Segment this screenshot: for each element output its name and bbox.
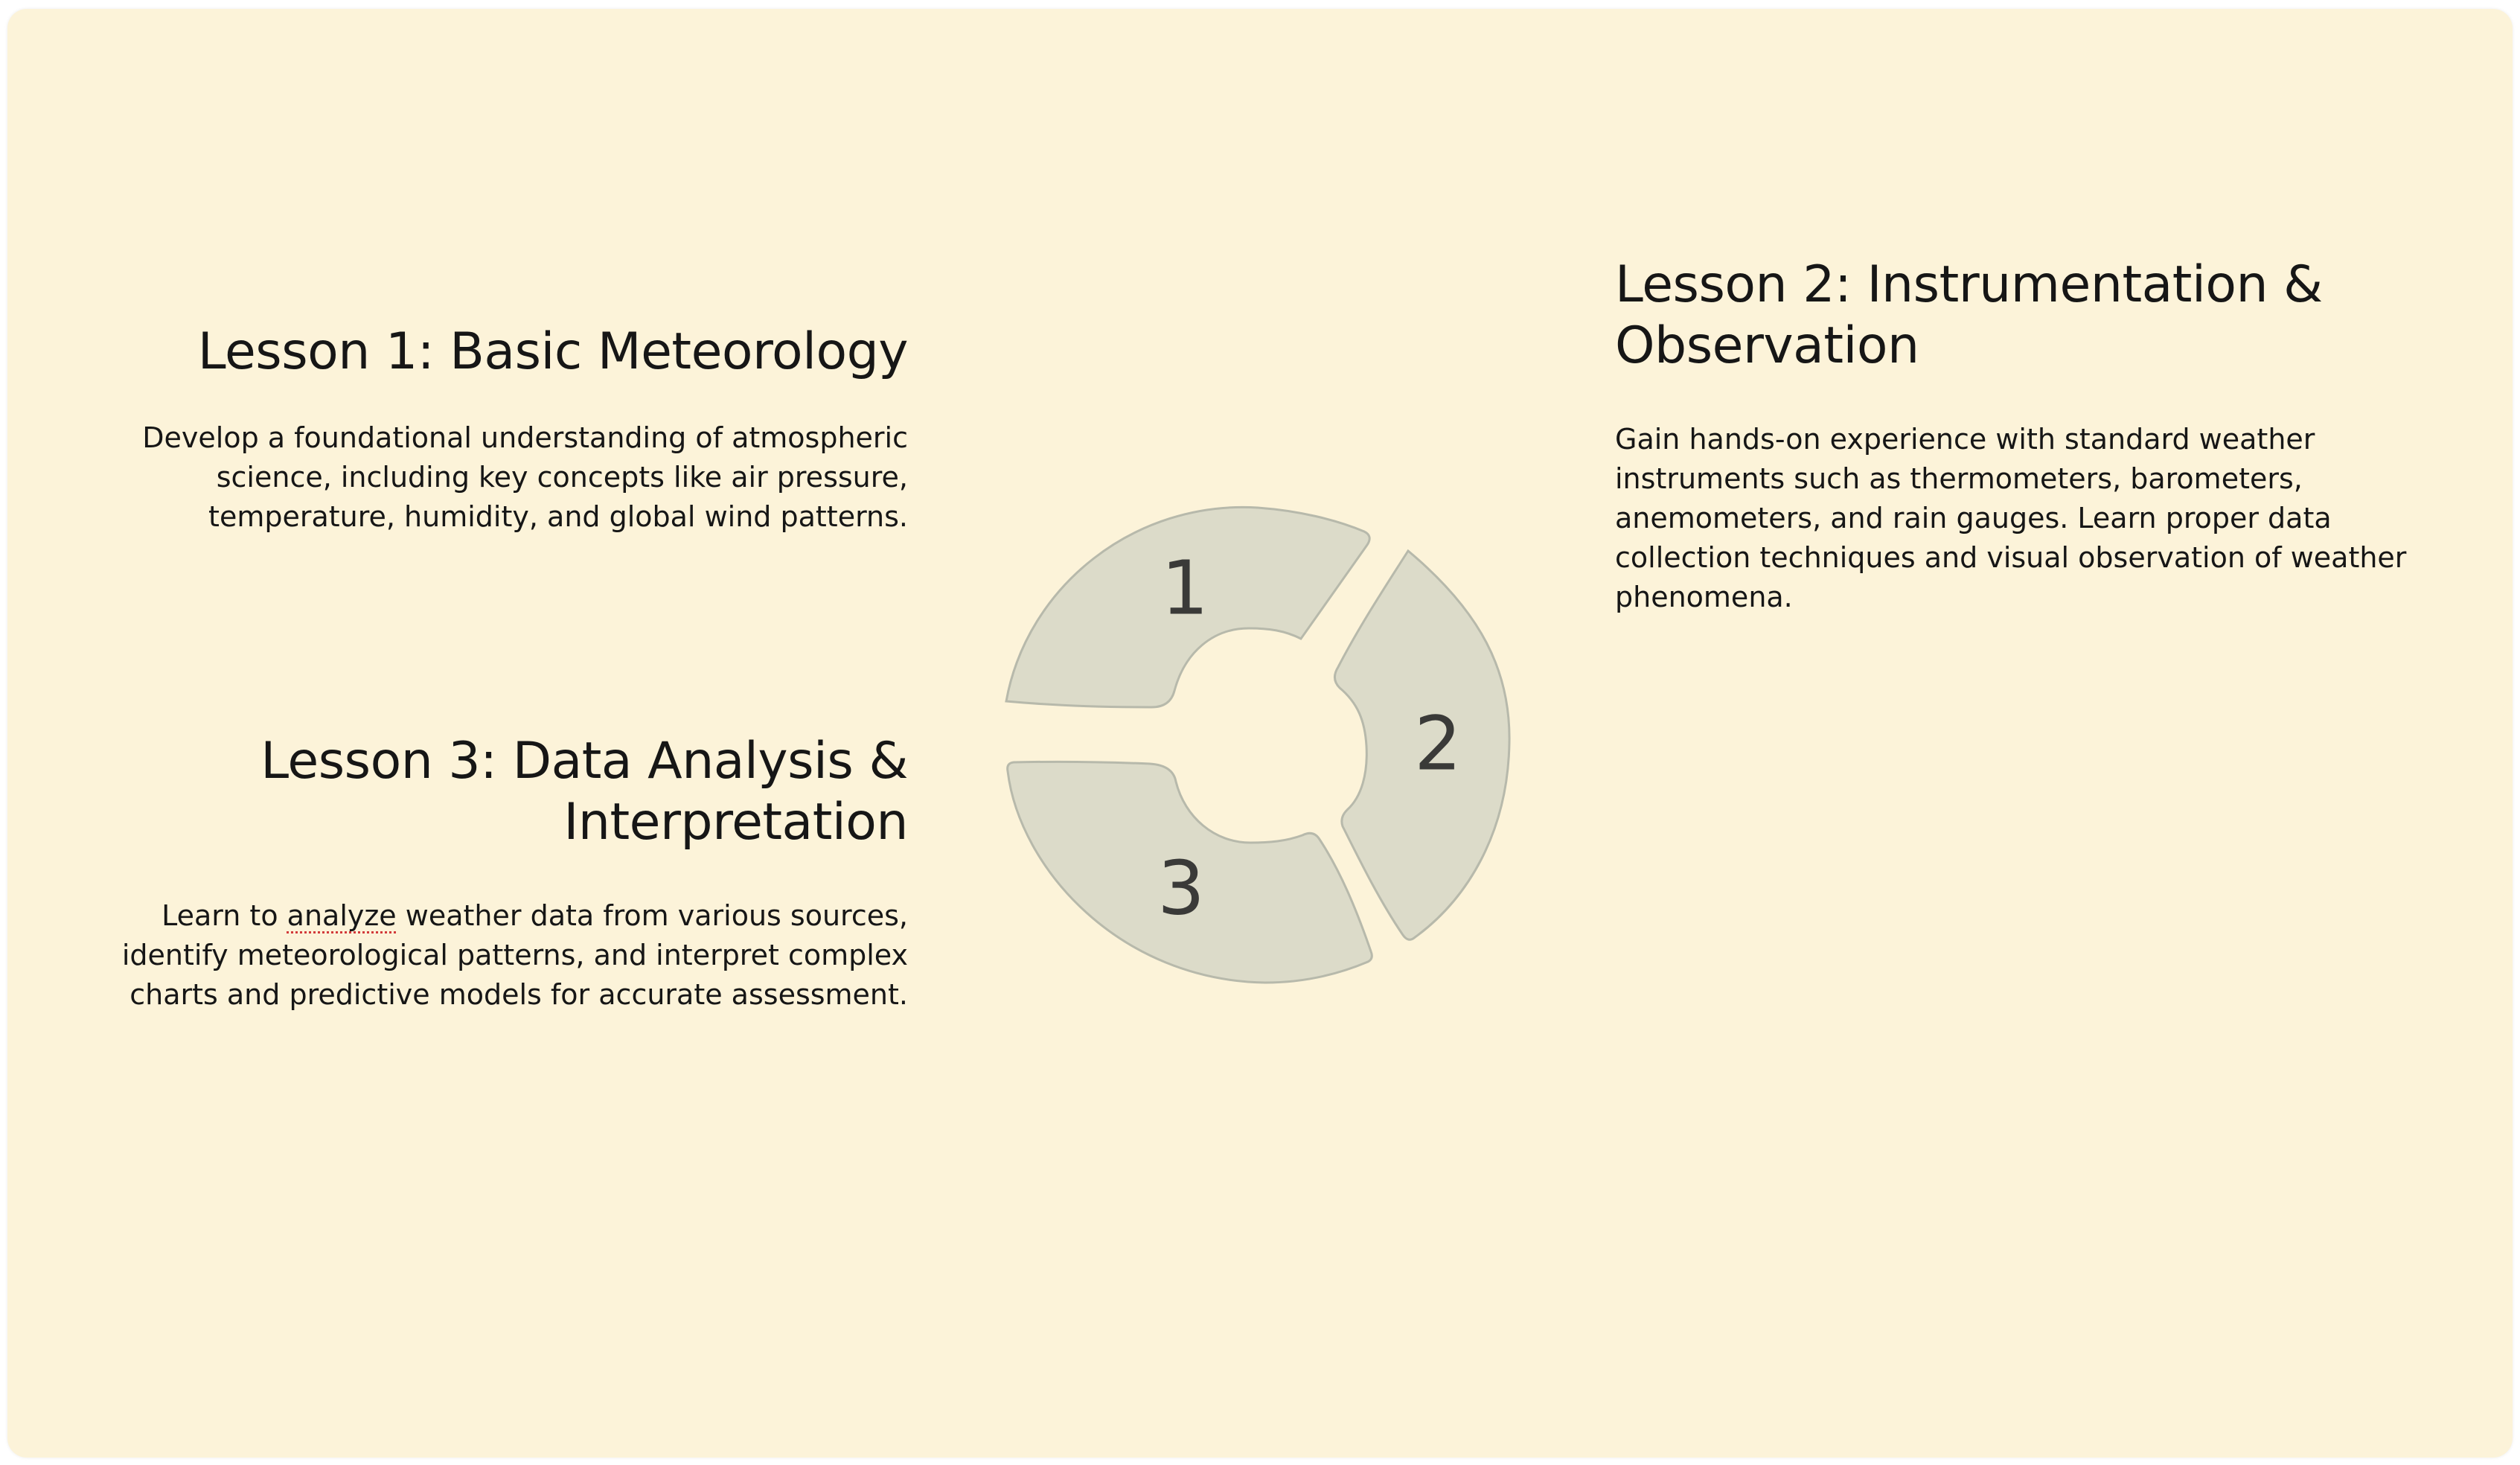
lesson-2-title[interactable]: Lesson 2: Instrumentation & Observation	[1615, 255, 2323, 375]
lesson-cycle-diagram	[997, 485, 1533, 1006]
lesson-1-block	[119, 322, 908, 537]
lesson-3-title[interactable]: Lesson 3: Data Analysis & Interpretation	[260, 732, 908, 852]
cycle-segment-3-number: 3	[1157, 844, 1205, 932]
lesson-2-description[interactable]: Gain hands-on experience with standard weather instruments such as thermometers, barometers, anemometers, and rain gauges. Learn proper data collection techniques and visual observation of weather phenomena.	[1615, 423, 2407, 613]
lesson-3-description[interactable]	[119, 896, 908, 1015]
lesson-1-description[interactable]: Develop a foundational understanding of atmospheric science, including key concepts like air pressure, temperature, humidity, and global wind patterns.	[142, 421, 908, 533]
slide-canvas	[7, 9, 2513, 1458]
lesson-3-description-start: Learn to	[162, 899, 287, 932]
lesson-1-title[interactable]: Lesson 1: Basic Meteorology	[197, 322, 908, 381]
cycle-segment-3[interactable]	[1008, 762, 1372, 983]
lesson-3-description-end: weather data from various sources, identify meteorological patterns, and interpret complex charts and predictive models for accurate assessment.	[121, 899, 908, 1011]
spellcheck-flagged-word[interactable]: analyze	[287, 899, 397, 932]
cycle-segment-1[interactable]	[1006, 507, 1369, 707]
cycle-segment-1-number: 1	[1161, 544, 1209, 632]
cycle-segment-2[interactable]	[1334, 551, 1509, 939]
lesson-3-block	[119, 731, 908, 1015]
lesson-2-block	[1615, 255, 2419, 617]
cycle-segment-2-number: 2	[1414, 700, 1462, 788]
